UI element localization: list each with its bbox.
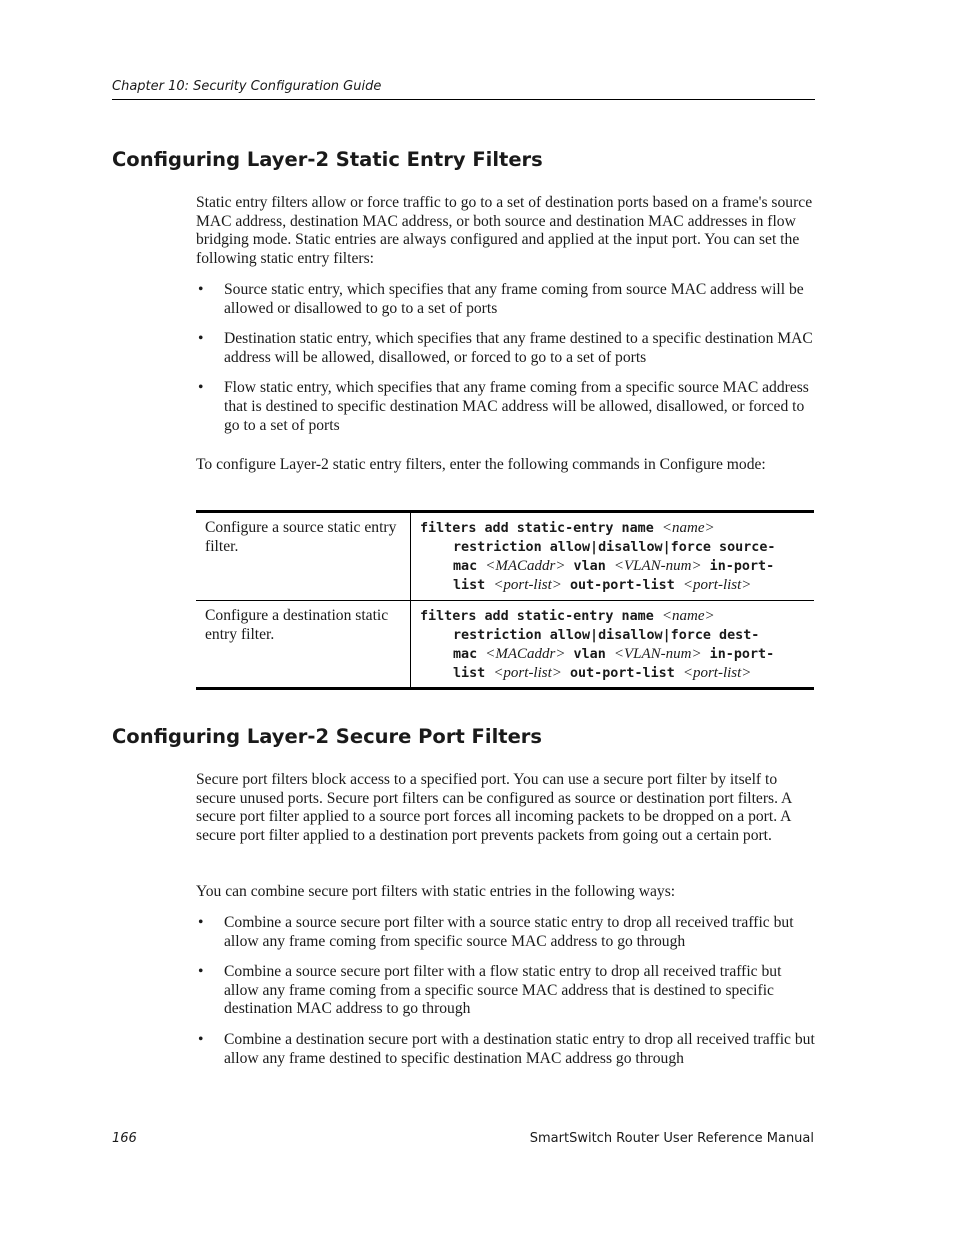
bullet-icon: • — [198, 914, 204, 931]
list-item-text: Source static entry, which specifies that any frame coming from source MAC address will be allowed or disallowed to go to a set of ports — [224, 281, 804, 317]
list-item — [196, 1031, 816, 1068]
list-item — [196, 379, 816, 435]
list-item — [196, 914, 816, 951]
list-item — [196, 281, 816, 318]
bullet-icon: • — [198, 379, 204, 397]
bullet-icon: • — [198, 281, 204, 298]
list-item-text: Destination static entry, which specifies that any frame destined to a specific destination MAC address will be allowed, disallowed, or forced to go to a set of ports — [224, 330, 813, 366]
page-number: 166 — [112, 1131, 137, 1146]
list-item-text: Combine a source secure port filter with a source static entry to drop all received traffic but allow any frame coming from specific source MAC address to go through — [224, 914, 794, 950]
configure-instruction: To configure Layer-2 static entry filters, enter the following commands in Configure mode: — [196, 456, 766, 473]
section-heading-static-entry: Configuring Layer-2 Static Entry Filters — [112, 148, 543, 171]
command-description: Configure a destination static entry filter. — [196, 601, 411, 687]
table-row — [196, 513, 814, 600]
bullet-icon: • — [198, 330, 204, 348]
secure-port-bullet-list — [196, 914, 816, 1068]
bullet-icon: • — [198, 963, 204, 981]
manual-title: SmartSwitch Router User Reference Manual — [529, 1131, 814, 1146]
static-entry-intro: Static entry filters allow or force traffic to go to a set of destination ports based on a frame's source MAC address, destination MAC address, or both source and destination MAC addresses in flow bridging mode. Static entries are always configured and applied at the input port. You can set the following static entry filters: — [196, 194, 813, 267]
list-item — [196, 963, 816, 1019]
list-item-text: Combine a source secure port filter with a flow static entry to drop all received traffic but allow any frame coming from a specific source MAC address that is destined to specific destination MAC address to go through — [224, 963, 782, 1018]
list-item-text: Combine a destination secure port with a destination static entry to drop all received traffic but allow any frame destined to specific destination MAC address go through — [224, 1030, 815, 1067]
table-row — [196, 600, 814, 687]
secure-port-intro: Secure port filters block access to a specified port. You can use a secure port filter by itself to secure unused ports. Secure port filters can be configured as source or destination port filters. A secure port filter applied to a source port forces all incoming packets to be dropped on a port. A secure port filter applied to a destination port prevents packets from going out a certain port. — [196, 771, 792, 844]
running-header: Chapter 10: Security Configuration Guide — [112, 79, 815, 100]
list-item — [196, 330, 816, 367]
command-syntax: filters add static-entry name <name> restriction allow|disallow|force dest- mac <MACaddr> vlan <VLAN-num> in-port- list <port-list> out-port-list <port-list> — [420, 608, 775, 681]
combine-instruction: You can combine secure port filters with static entries in the following ways: — [196, 883, 676, 900]
list-item-text: Flow static entry, which specifies that any frame coming from a specific source MAC address that is destined to specific destination MAC address will be allowed, disallowed, or forced to go to a set of ports — [224, 379, 809, 434]
static-entry-bullet-list — [196, 281, 816, 435]
command-table — [196, 510, 814, 690]
bullet-icon: • — [198, 1030, 204, 1048]
section-heading-secure-port: Configuring Layer-2 Secure Port Filters — [112, 725, 543, 748]
command-syntax: filters add static-entry name <name> restriction allow|disallow|force source- mac <MACaddr> vlan <VLAN-num> in-port- list <port-list> out-port-list <port-list> — [420, 520, 776, 593]
command-description: Configure a source static entry filter. — [196, 513, 411, 600]
